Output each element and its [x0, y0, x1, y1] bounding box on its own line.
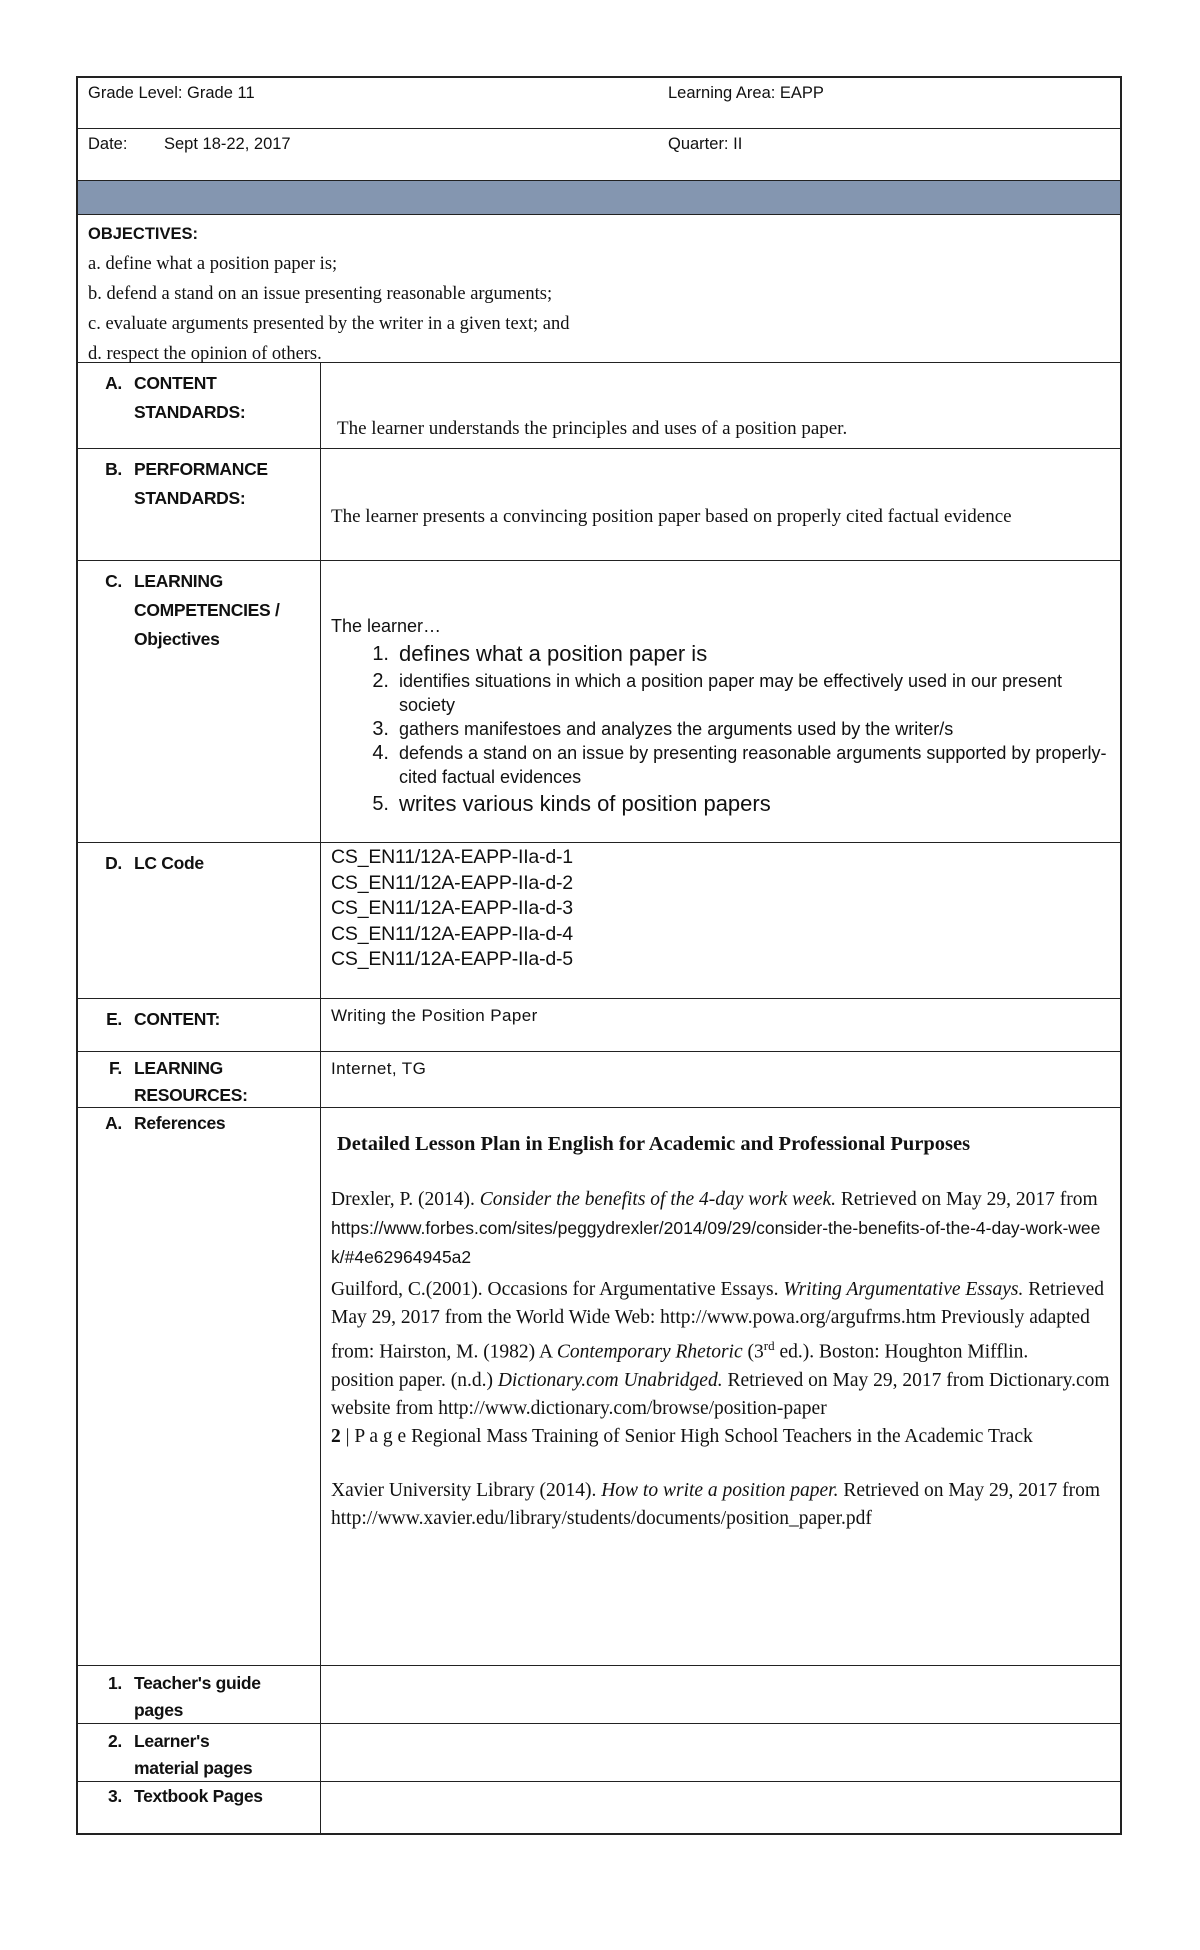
- section-letter: A.: [105, 373, 122, 393]
- content-standards-row: [76, 362, 1122, 448]
- content-text: Writing the Position Paper: [331, 1006, 538, 1025]
- lc-code-row: [76, 842, 1122, 998]
- section-letter: C.: [105, 571, 122, 591]
- date-label: Date:: [88, 135, 128, 153]
- performance-standards-row: [76, 448, 1122, 560]
- list-item: 1. defines what a position paper is: [372, 641, 708, 666]
- lc-code-item: CS_EN11/12A-EAPP-IIa-d-2: [331, 871, 573, 894]
- lesson-plan-table: [76, 76, 1122, 1835]
- objectives-title: OBJECTIVES:: [88, 225, 199, 243]
- list-item: 2. identifies situations in which a position paper may be effectively used in our present society: [372, 670, 1063, 715]
- date-field: [88, 135, 668, 174]
- section-label: References: [134, 1113, 226, 1133]
- learning-resources-row: [76, 1051, 1122, 1107]
- section-band: [76, 180, 1122, 214]
- section-label: PERFORMANCE STANDARDS:: [134, 459, 268, 508]
- objective-item: a. define what a position paper is;: [88, 254, 338, 274]
- page-footer: 2 | P a g e Regional Mass Training of Senior High School Teachers in the Academic Track: [331, 1425, 1033, 1447]
- section-letter: F.: [108, 1058, 122, 1078]
- item-number: 3.: [108, 1786, 122, 1806]
- section-label: LEARNING COMPETENCIES / Objectives: [134, 571, 280, 649]
- section-label: LEARNING RESOURCES:: [134, 1058, 248, 1105]
- list-item: 5. writes various kinds of position papers: [372, 791, 771, 816]
- reference-guilford: Guilford, C.(2001). Occasions for Argumentative Essays. Writing Argumentative Essays. Retrieved May 29, 2017 from the World Wide Web: http://www.powa.org/argufrms.htm Previously adapted from: Hairston, M. (1982) A Contemporary Rhetoric (3rd ed.). Boston: Houghton Mifflin.: [331, 1279, 1105, 1363]
- date-value: Sept 18-22, 2017: [164, 135, 291, 153]
- reference-dictionary: position paper. (n.d.) Dictionary.com Unabridged. Retrieved on May 29, 2017 from Dictionary.com website from http://www.dictionary.com/browse/position-paper: [331, 1369, 1110, 1419]
- teachers-guide-row: [76, 1665, 1122, 1723]
- section-letter: D.: [105, 853, 122, 873]
- item-label: Teacher's guide pages: [134, 1673, 261, 1720]
- objectives-row: [76, 214, 1122, 362]
- objective-item: d. respect the opinion of others.: [88, 344, 322, 364]
- learners-material-row: [76, 1723, 1122, 1781]
- list-item: 4. defends a stand on an issue by presenting reasonable arguments supported by properly-cited factual evidences: [372, 742, 1107, 787]
- section-letter: B.: [105, 459, 122, 479]
- references-row: [76, 1107, 1122, 1665]
- objective-item: c. evaluate arguments presented by the writer in a given text; and: [88, 314, 570, 334]
- section-label: CONTENT:: [134, 1009, 221, 1029]
- competencies-row: [76, 560, 1122, 842]
- quarter: Quarter: II: [668, 135, 743, 153]
- item-label: Textbook Pages: [134, 1786, 263, 1806]
- competencies-intro: The learner…: [331, 616, 442, 636]
- grade-level: Grade Level: Grade 11: [88, 84, 255, 102]
- lc-code-item: CS_EN11/12A-EAPP-IIa-d-1: [331, 846, 573, 868]
- section-letter: E.: [106, 1009, 122, 1029]
- reference-drexler: Drexler, P. (2014). Consider the benefits of the 4-day work week. Retrieved on May 29, 2017 from https://www.forbes.com/sites/peggydrexler/2014/09/29/consider-the-benefits-of-the-4-day-work-week/#4e62964945a2: [331, 1189, 1101, 1267]
- section-label: CONTENT STANDARDS:: [134, 373, 246, 422]
- objective-item: b. defend a stand on an issue presenting reasonable arguments;: [88, 284, 553, 304]
- list-item: 3. gathers manifestoes and analyzes the arguments used by the writer/s: [372, 718, 954, 740]
- reference-title: Detailed Lesson Plan in English for Academic and Professional Purposes: [337, 1133, 971, 1155]
- item-label: Learner's material pages: [134, 1731, 253, 1778]
- resources-text: Internet, TG: [331, 1059, 427, 1078]
- item-number: 1.: [108, 1673, 122, 1693]
- header-row-1: [76, 76, 1122, 128]
- learning-area: Learning Area: EAPP: [668, 84, 824, 102]
- lc-code-item: CS_EN11/12A-EAPP-IIa-d-5: [331, 948, 573, 970]
- section-label: LC Code: [134, 853, 204, 873]
- lc-code-item: CS_EN11/12A-EAPP-IIa-d-4: [331, 922, 573, 945]
- content-row: [76, 998, 1122, 1051]
- performance-standards-text: The learner presents a convincing position paper based on properly cited factual evidence: [331, 506, 1012, 527]
- lc-code-item: CS_EN11/12A-EAPP-IIa-d-3: [331, 897, 573, 919]
- competencies-list: [331, 639, 1110, 819]
- item-number: 2.: [108, 1731, 122, 1751]
- content-standards-text: The learner understands the principles and uses of a position paper.: [337, 418, 848, 439]
- reference-xavier: Xavier University Library (2014). How to write a position paper. Retrieved on May 29, 2017 from http://www.xavier.edu/library/students/documents/position_paper.pdf: [331, 1479, 1101, 1529]
- section-letter: A.: [105, 1113, 122, 1133]
- textbook-pages-row: [76, 1781, 1122, 1835]
- header-row-2: [76, 128, 1122, 180]
